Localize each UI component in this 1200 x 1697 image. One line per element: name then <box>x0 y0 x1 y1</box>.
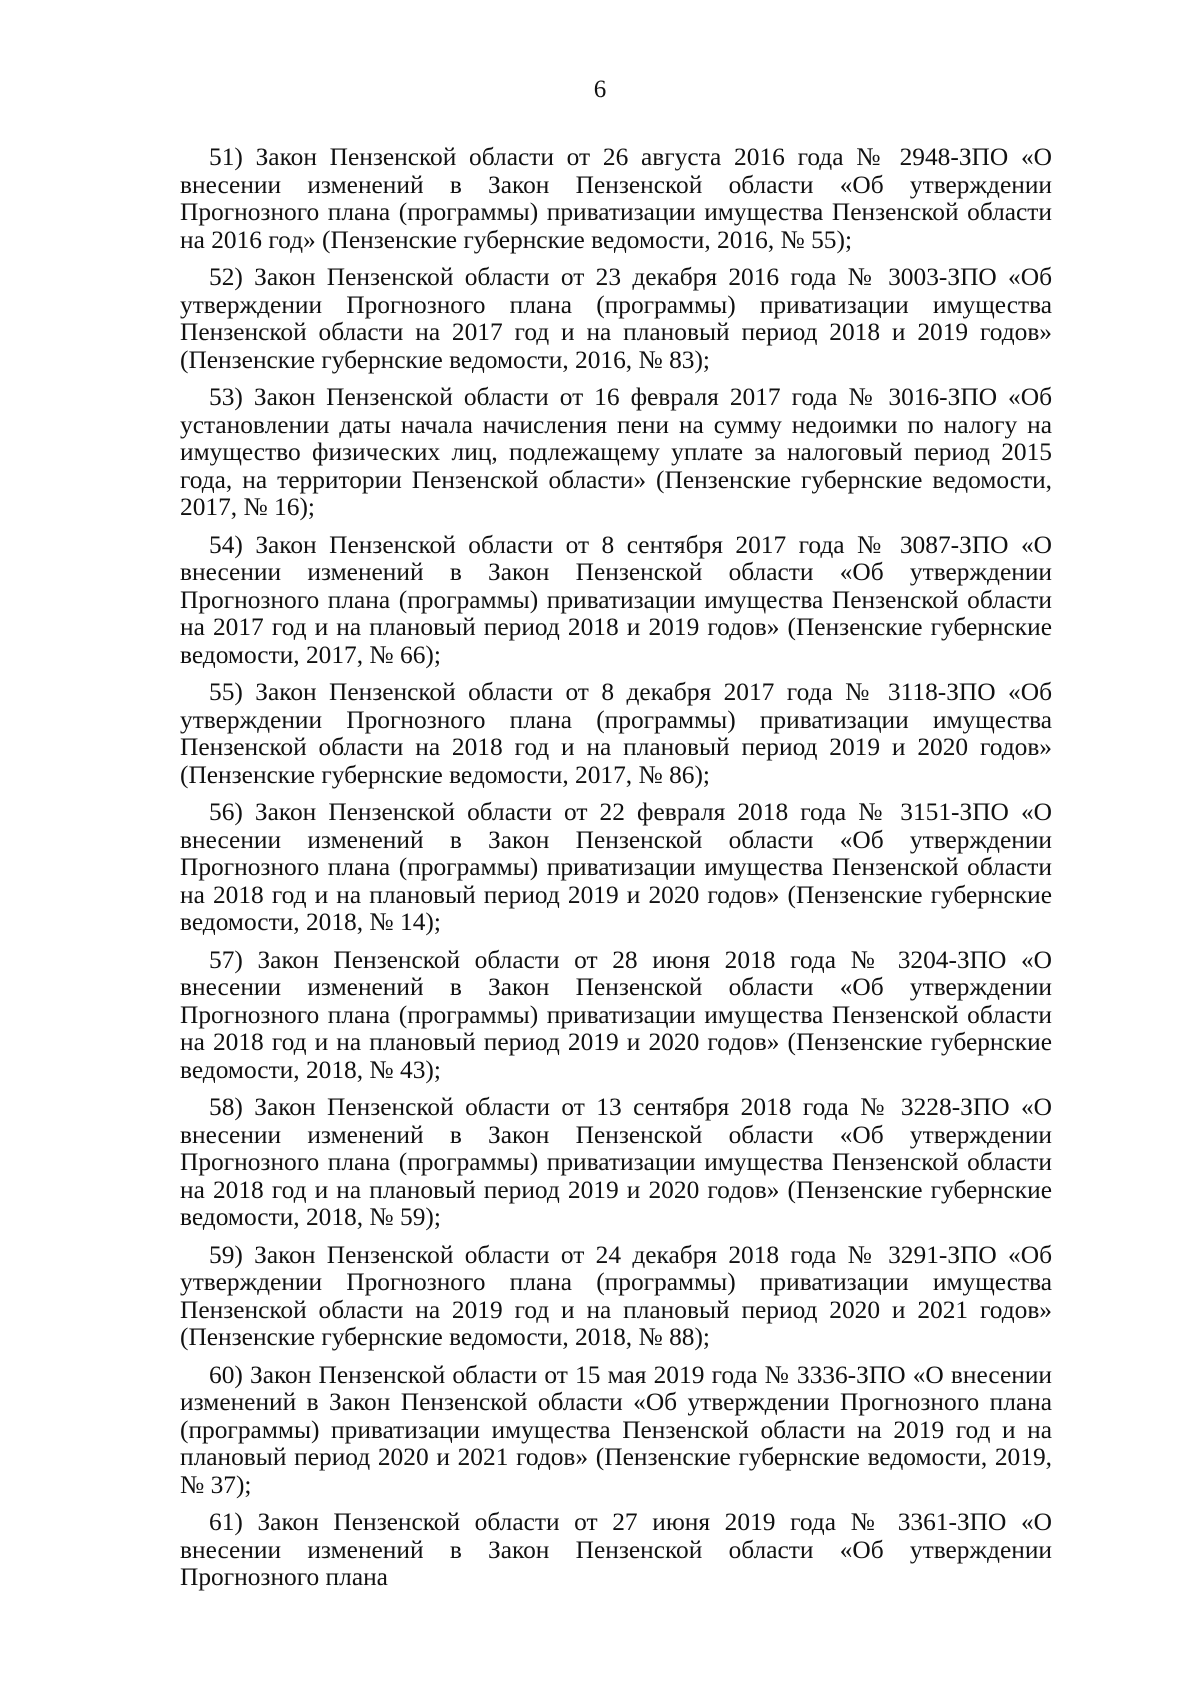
list-item: 57) Закон Пензенской области от 28 июня 2018 года № 3204-ЗПО «О внесении изменений в Закон Пензенской области «Об утверждении Прогнозного плана (программы) приватизации имущества Пензенской области на 2018 год и на плановый период 2019 и 2020 годов» (Пензенские губернские ведомости, 2018, № 43); <box>180 945 1052 1084</box>
law-list <box>180 144 1052 1602</box>
list-item: 60) Закон Пензенской области от 15 мая 2019 года № 3336-ЗПО «О внесении изменений в Закон Пензенской области «Об утверждении Прогнозного плана (программы) приватизации имущества Пензенской области на 2019 год и на плановый период 2020 и 2021 годов» (Пензенские губернские ведомости, 2019, № 37); <box>180 1360 1052 1499</box>
list-item: 51) Закон Пензенской области от 26 августа 2016 года № 2948-ЗПО «О внесении изменений в Закон Пензенской области «Об утверждении Прогнозного плана (программы) приватизации имущества Пензенской области на 2016 год» (Пензенские губернские ведомости, 2016, № 55); <box>180 143 1052 254</box>
list-item: 61) Закон Пензенской области от 27 июня 2019 года № 3361-ЗПО «О внесении изменений в Закон Пензенской области «Об утверждении Прогнозного плана <box>180 1508 1052 1591</box>
page-number: 6 <box>593 76 607 103</box>
list-item: 53) Закон Пензенской области от 16 февраля 2017 года № 3016-ЗПО «Об установлении даты начала начисления пени на сумму недоимки по налогу на имущество физических лиц, подлежащему уплате за налоговый период 2015 года, на территории Пензенской области» (Пензенские губернские ведомости, 2017, № 16); <box>180 383 1052 521</box>
list-item: 54) Закон Пензенской области от 8 сентября 2017 года № 3087-ЗПО «О внесении изменений в Закон Пензенской области «Об утверждении Прогнозного плана (программы) приватизации имущества Пензенской области на 2017 год и на плановый период 2018 и 2019 годов» (Пензенские губернские ведомости, 2017, № 66); <box>180 530 1052 669</box>
list-item: 59) Закон Пензенской области от 24 декабря 2018 года № 3291-ЗПО «Об утверждении Прогнозного плана (программы) приватизации имущества Пензенской области на 2019 год и на плановый период 2020 и 2021 годов» (Пензенские губернские ведомости, 2018, № 88); <box>180 1240 1052 1351</box>
list-item: 55) Закон Пензенской области от 8 декабря 2017 года № 3118-ЗПО «Об утверждении Прогнозного плана (программы) приватизации имущества Пензенской области на 2018 год и на плановый период 2019 и 2020 годов» (Пензенские губернские ведомости, 2017, № 86); <box>180 678 1052 789</box>
list-item: 52) Закон Пензенской области от 23 декабря 2016 года № 3003-ЗПО «Об утверждении Прогнозного плана (программы) приватизации имущества Пензенской области на 2017 год и на плановый период 2018 и 2019 годов» (Пензенские губернские ведомости, 2016, № 83); <box>180 263 1052 374</box>
list-item: 58) Закон Пензенской области от 13 сентября 2018 года № 3228-ЗПО «О внесении изменений в Закон Пензенской области «Об утверждении Прогнозного плана (программы) приватизации имущества Пензенской области на 2018 год и на плановый период 2019 и 2020 годов» (Пензенские губернские ведомости, 2018, № 59); <box>180 1093 1052 1231</box>
list-item: 56) Закон Пензенской области от 22 февраля 2018 года № 3151-ЗПО «О внесении изменений в Закон Пензенской области «Об утверждении Прогнозного плана (программы) приватизации имущества Пензенской области на 2018 год и на плановый период 2019 и 2020 годов» (Пензенские губернские ведомости, 2018, № 14); <box>180 798 1052 936</box>
